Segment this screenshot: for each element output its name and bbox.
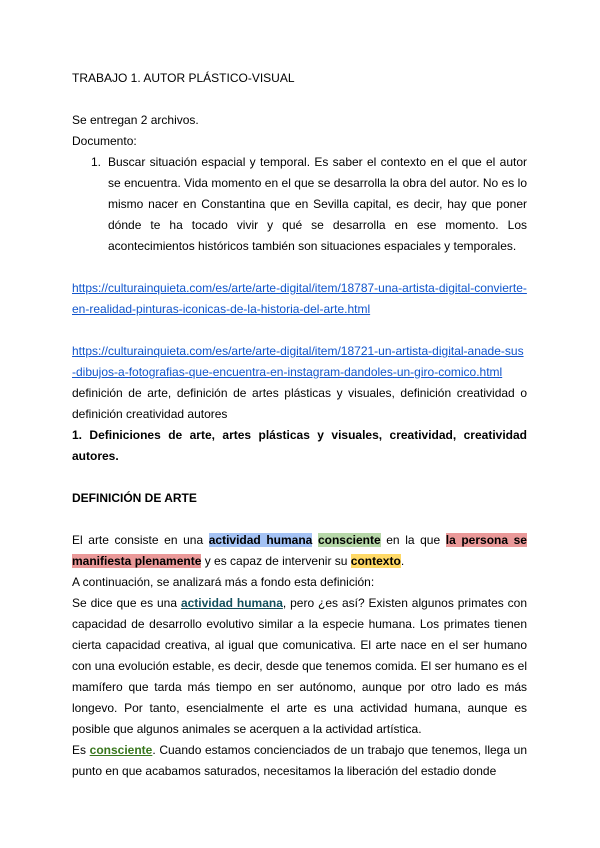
section-heading: DEFINICIÓN DE ARTE: [72, 491, 197, 505]
document-body: [72, 68, 527, 782]
highlight-actividad-humana: actividad humana: [208, 533, 313, 547]
bold-heading: 1. Definiciones de arte, artes plásticas y visuales, creatividad, creatividad autores.: [72, 428, 527, 463]
definition-text: en la que: [380, 533, 446, 547]
analysis-intro: A continuación, se analizará más a fondo esta definición:: [72, 575, 375, 589]
highlight-consciente: consciente: [317, 533, 381, 547]
definition-paragraph: [72, 530, 527, 572]
paragraph-text: . Cuando estamos concienciados de un trabajo que tenemos, llega un punto en que acabamos saturados, necesitamos la liberación del estadio donde: [72, 743, 528, 778]
list-item: [72, 152, 527, 257]
paragraph-text: Es: [72, 743, 90, 757]
document-title: TRABAJO 1. AUTOR PLÁSTICO-VISUAL: [72, 71, 295, 85]
intro-line: Se entregan 2 archivos.: [72, 113, 199, 127]
paragraph-text: Se dice que es una: [72, 596, 181, 610]
definition-text: El arte consiste en una: [72, 533, 209, 547]
definition-text: y es capaz de intervenir su: [201, 554, 351, 568]
paragraph-consciente: [72, 740, 527, 782]
keyword-consciente: consciente: [89, 743, 153, 757]
definition-text: .: [400, 554, 405, 568]
paragraph-actividad-humana: [72, 593, 527, 740]
list-number: 1.: [91, 155, 102, 169]
intro-label: Documento:: [72, 134, 137, 148]
highlight-contexto: contexto: [350, 554, 401, 568]
list-text: Buscar situación espacial y temporal. Es saber el contexto en el que el autor se encuentra. Vida momento en el que se desarrolla la obra del autor. No es lo mismo nacer en Constantina que en Sevilla capital, es decir, hay que poner dónde te ha tocado vivir y qué se desarrolla en ese momento. Los acontecimientos históricos también son situaciones espaciales y temporales.: [108, 155, 527, 253]
paragraph-text: , pero ¿es así? Existen algunos primates con capacidad de desarrollo evolutivo similar a la especie humana. Los primates tienen cierta capacidad creativa, al igual que comunicativa. El arte nace en el ser humano con una evolución estable, es decir, desde que tenemos comida. El ser humano es el mamífero que tarda más tiempo en ser autónomo, aunque por otro lado es más longevo. Por tanto, esencialmente el arte es una actividad humana, aunque es posible que algunos animales se acerquen a la actividad artística.: [72, 596, 527, 736]
highlight-persona: la persona se manifiesta plenamente: [72, 533, 527, 568]
definitions-note: definición de arte, definición de artes plásticas y visuales, definición creatividad o definición creatividad autores: [72, 386, 527, 421]
reference-link-1[interactable]: https://culturainquieta.com/es/arte/arte-digital/item/18787-una-artista-digital-convierte-en-realidad-pinturas-iconicas-de-la-historia-del-arte.html: [72, 281, 527, 316]
reference-link-2[interactable]: https://culturainquieta.com/es/arte/arte-digital/item/18721-un-artista-digital-anade-sus-dibujos-a-fotografias-que-encuentra-en-instagram-dandoles-un-giro-comico.html: [72, 344, 524, 379]
keyword-actividad-humana: actividad humana: [180, 596, 283, 610]
